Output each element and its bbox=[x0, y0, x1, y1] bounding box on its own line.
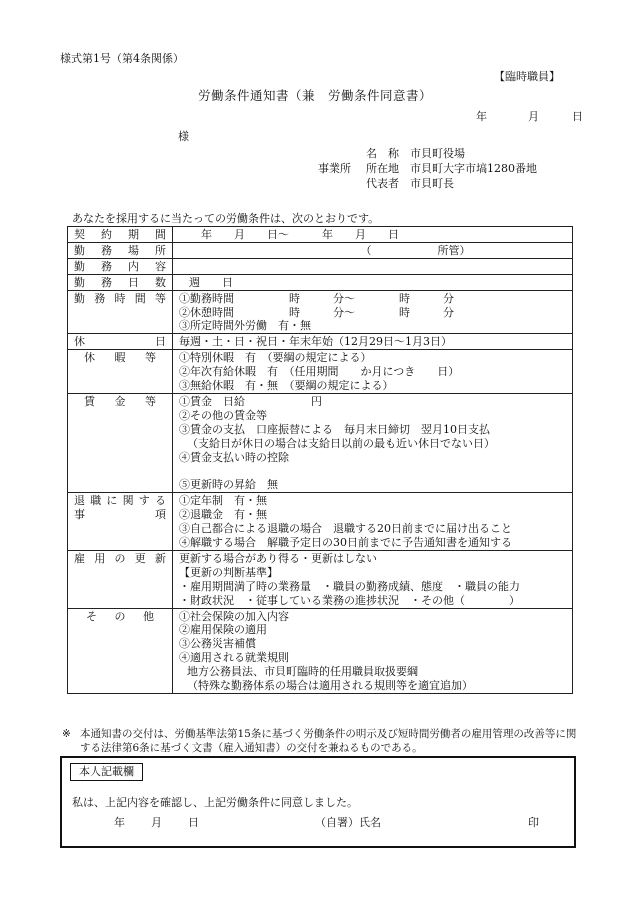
consent-date-day: 日 bbox=[188, 816, 199, 829]
intro-text: あなたを採用するに当たっての労働条件は、次のとおりです。 bbox=[72, 212, 380, 225]
document-title: 労働条件通知書（兼 労働条件同意書） bbox=[197, 88, 432, 103]
employer-group-label: 事業所 bbox=[318, 162, 351, 175]
hours-line: ③所定時間外労働 有・無 bbox=[179, 319, 311, 333]
retirement-line: ③自己都合による退職の場合 退職する20日前までに届け出ること bbox=[179, 522, 512, 536]
label-days: 勤務日数 bbox=[74, 275, 166, 289]
wages-line bbox=[179, 465, 568, 479]
seal-mark: 印 bbox=[528, 816, 539, 829]
label-workplace: 勤務場所 bbox=[74, 243, 166, 257]
employer-rep-value: 市貝町長 bbox=[410, 177, 454, 190]
value-days: 週 日 bbox=[189, 275, 233, 289]
consent-date-year: 年 bbox=[114, 816, 125, 829]
category-tag: 【臨時職員】 bbox=[494, 70, 560, 83]
wages-line: ④賃金支払い時の控除 bbox=[179, 450, 289, 464]
consent-date-month: 月 bbox=[151, 816, 162, 829]
other-line: ④適用される就業規則 bbox=[179, 651, 289, 665]
retirement-line: ②退職金 有・無 bbox=[179, 508, 267, 522]
row-other bbox=[68, 608, 573, 693]
value-workplace: （ 所管） bbox=[179, 243, 471, 257]
conditions-table bbox=[67, 226, 573, 694]
wages-line: （支給日が休日の場合は支給日以前の最も近い休日でない日） bbox=[187, 436, 495, 450]
footnote bbox=[62, 727, 577, 755]
wages-line: ⑤更新時の昇給 無 bbox=[179, 478, 278, 492]
signature-label: （自署）氏名 bbox=[315, 816, 381, 829]
employer-address-row bbox=[318, 162, 537, 176]
row-duties bbox=[68, 258, 573, 274]
other-line: （特殊な勤務体系の場合は適用される規則等を適宜追加） bbox=[187, 679, 473, 693]
renewal-line: ・雇用期間満了時の業務量 ・職員の勤務成績、態度 ・職員の能力 bbox=[179, 579, 520, 593]
label-other: その他 bbox=[86, 609, 154, 623]
employer-name-value: 市貝町役場 bbox=[410, 147, 465, 160]
value-duties bbox=[179, 260, 568, 274]
value-holidays: 毎週・土・日・祝日・年末年始（12月29日～1月3日） bbox=[179, 335, 452, 349]
other-line: ②雇用保険の適用 bbox=[179, 623, 267, 637]
addressee-suffix: 様 bbox=[178, 130, 189, 143]
leave-line: ①特別休暇 有 （要綱の規定による） bbox=[179, 351, 372, 365]
wages-line: ①賃金 日給 円 bbox=[179, 394, 322, 408]
employer-rep-label: 代表者 bbox=[366, 177, 399, 190]
value-contract: 年 月 日～ 年 月 日 bbox=[179, 228, 399, 241]
renewal-line: ・財政状況 ・従事している業務の進捗状況 ・その他（ ） bbox=[179, 593, 520, 607]
employer-name-row bbox=[318, 147, 465, 161]
row-wages bbox=[68, 393, 573, 492]
row-hours bbox=[68, 290, 573, 334]
form-number: 様式第1号（第4条関係） bbox=[60, 52, 184, 65]
footnote-text: 本通知書の交付は、労働基準法第15条に基づく労働条件の明示及び短時間労働者の雇用管理の改善等に関する法律第6条に基づく文書（雇入通知書）の交付を兼ねるものである。 bbox=[80, 728, 577, 754]
label-duties: 勤務内容 bbox=[74, 259, 166, 273]
label-retirement-2: 事項 bbox=[74, 508, 166, 522]
issue-date-day: 日 bbox=[572, 110, 583, 123]
renewal-line: 【更新の判断基準】 bbox=[179, 565, 278, 579]
hours-line: ①勤務時間 時 分～ 時 分 bbox=[179, 291, 454, 305]
other-line: ①社会保険の加入内容 bbox=[179, 609, 289, 623]
wages-line: ③賃金の支払 口座振替による 毎月末日締切 翌月10日支払 bbox=[179, 422, 490, 436]
retirement-line: ④解職する場合 解職予定日の30日前までに予告通知書を通知する bbox=[179, 536, 512, 550]
employer-rep-row bbox=[318, 177, 454, 191]
employer-address-value: 市貝町大字市塙1280番地 bbox=[410, 162, 537, 175]
label-leave: 休暇等 bbox=[84, 351, 156, 365]
leave-line: ③無給休暇 有・無 （要綱の規定による） bbox=[179, 379, 394, 393]
other-line: ③公務災害補償 bbox=[179, 637, 256, 651]
employer-address-label: 所在地 bbox=[366, 162, 399, 175]
label-contract: 契約期間 bbox=[74, 228, 166, 241]
label-retirement-1: 退職に関する bbox=[74, 494, 166, 508]
retirement-line: ①定年制 有・無 bbox=[179, 494, 267, 508]
label-hours: 勤務時間等 bbox=[74, 291, 166, 305]
row-renewal bbox=[68, 550, 573, 608]
row-leave bbox=[68, 350, 573, 394]
row-retirement bbox=[68, 493, 573, 551]
other-line: 地方公務員法、市貝町臨時的任用職員取扱要綱 bbox=[187, 665, 418, 679]
consent-box bbox=[60, 756, 576, 848]
hours-line: ②休憩時間 時 分～ 時 分 bbox=[179, 305, 454, 319]
issue-date-month: 月 bbox=[528, 110, 539, 123]
consent-text: 私は、上記内容を確認し、上記労働条件に同意しました。 bbox=[72, 796, 358, 809]
footnote-mark: ※ bbox=[62, 728, 71, 740]
row-days bbox=[68, 274, 573, 290]
renewal-line: 更新する場合があり得る・更新はしない bbox=[179, 551, 377, 565]
leave-line: ②年次有給休暇 有 （任用期間 か月につき 日） bbox=[179, 365, 460, 379]
employer-name-label: 名 称 bbox=[366, 147, 399, 160]
row-contract bbox=[68, 227, 573, 243]
issue-date bbox=[476, 110, 583, 124]
issue-date-year: 年 bbox=[476, 110, 487, 123]
row-workplace bbox=[68, 242, 573, 258]
consent-label: 本人記載欄 bbox=[70, 763, 143, 781]
label-wages: 賃金等 bbox=[84, 394, 156, 408]
label-holidays: 休日 bbox=[74, 335, 166, 349]
wages-line: ②その他の賃金等 bbox=[179, 408, 267, 422]
row-holidays bbox=[68, 334, 573, 350]
consent-date bbox=[114, 816, 199, 830]
label-renewal: 雇用の更新 bbox=[74, 551, 166, 565]
